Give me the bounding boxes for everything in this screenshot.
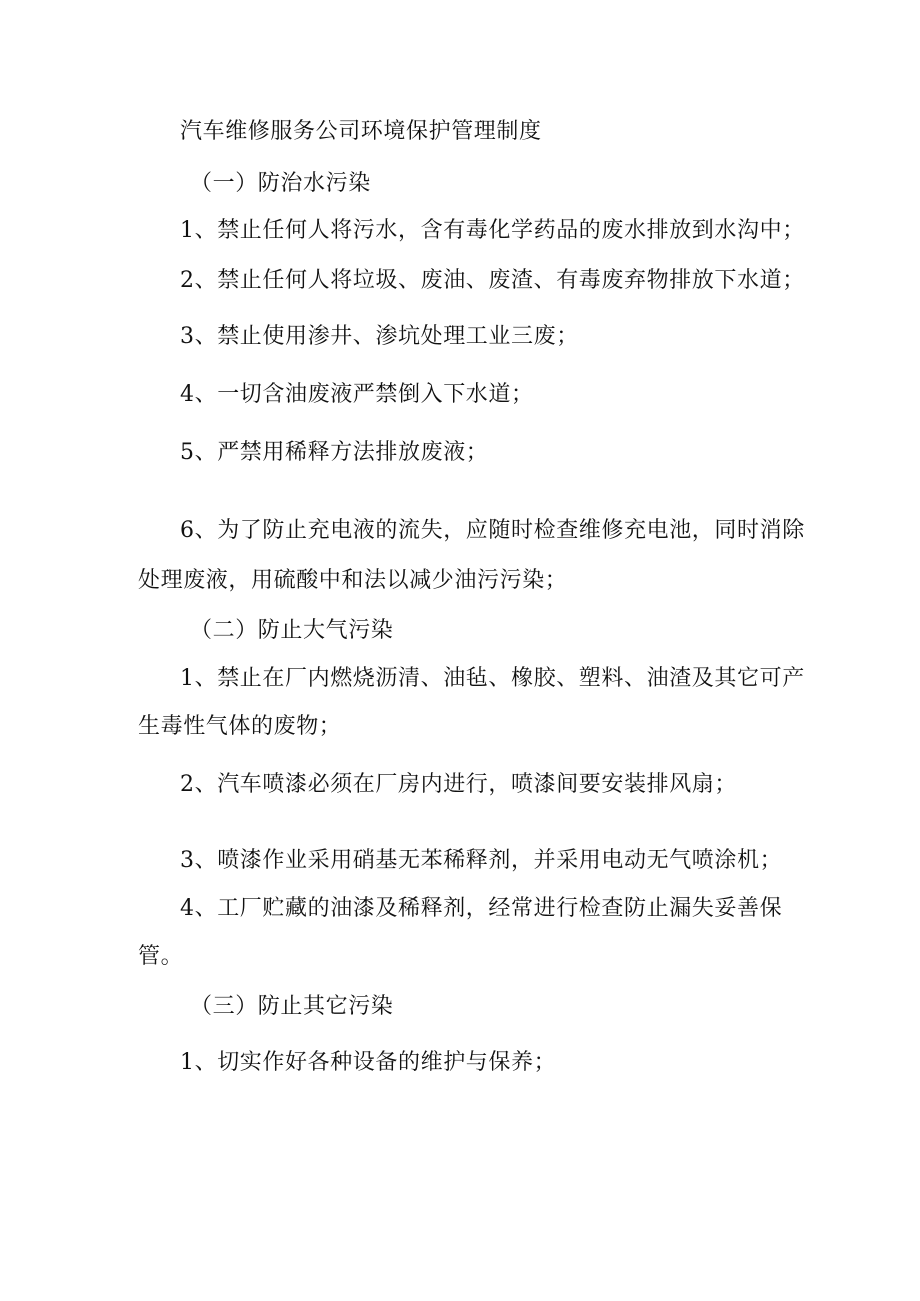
section-heading: （三）防止其它污染 (190, 994, 394, 1019)
list-item: 3、喷漆作业采用硝基无苯稀释剂，并采用电动无气喷涂机； (180, 848, 783, 873)
list-item: 6、为了防止充电液的流失，应随时检查维修充电池，同时消除 (180, 518, 805, 543)
list-item-continuation: 生毒性气体的废物； (138, 714, 342, 739)
list-item: 4、一切含油废液严禁倒入下水道； (180, 382, 534, 407)
list-item: 2、禁止任何人将垃圾、废油、废渣、有毒废弃物排放下水道； (180, 268, 805, 293)
list-item: 3、禁止使用渗井、渗坑处理工业三废； (180, 324, 579, 349)
list-item: 4、工厂贮藏的油漆及稀释剂，经常进行检查防止漏失妥善保 (180, 896, 783, 921)
list-item: 1、禁止任何人将污水，含有毒化学药品的废水排放到水沟中； (180, 218, 805, 243)
section-heading: （二）防止大气污染 (190, 618, 394, 643)
list-item-continuation: 处理废液，用硫酸中和法以减少油污污染； (138, 568, 568, 593)
section-heading: （一）防治水污染 (190, 171, 371, 196)
list-item: 1、禁止在厂内燃烧沥清、油毡、橡胶、塑料、油渣及其它可产 (180, 666, 805, 691)
list-item-continuation: 管。 (138, 944, 184, 969)
list-item: 5、严禁用稀释方法排放废液； (180, 440, 489, 465)
list-item: 1、切实作好各种设备的维护与保养； (180, 1050, 557, 1075)
list-item: 2、汽车喷漆必须在厂房内进行，喷漆间要安装排风扇； (180, 772, 737, 797)
page-title: 汽车维修服务公司环境保护管理制度 (180, 119, 542, 144)
